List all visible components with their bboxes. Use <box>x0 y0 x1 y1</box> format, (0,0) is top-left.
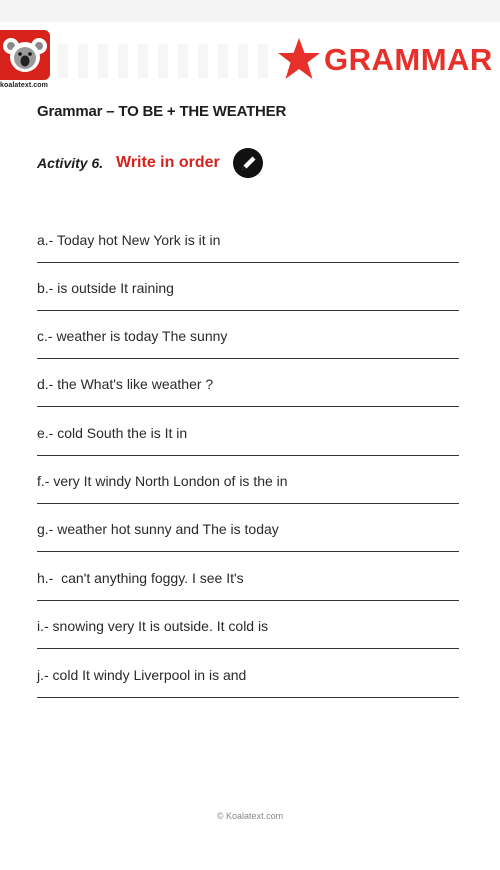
brand-title: GRAMMAR <box>324 42 493 77</box>
item-sentence: b.- is outside It raining <box>37 280 174 296</box>
exercise-item-b <box>37 280 467 296</box>
answer-line[interactable] <box>37 503 459 504</box>
item-sentence: d.- the What's like weather ? <box>37 376 214 392</box>
answer-line[interactable] <box>37 310 459 311</box>
copyright-footer: © Koalatext.com <box>216 811 284 821</box>
item-sentence: i.- snowing very It is outside. It cold is <box>37 618 269 634</box>
header-decoration <box>58 44 268 78</box>
exercise-item-h <box>37 570 467 586</box>
worksheet-title: Grammar – TO BE + THE WEATHER <box>37 103 287 120</box>
exercise-item-c <box>37 328 467 344</box>
exercise-item-e <box>37 425 467 441</box>
koala-logo <box>0 30 50 80</box>
logo-url: koalatext.com <box>0 82 48 89</box>
activity-label: Activity 6. <box>37 155 104 171</box>
pencil-icon <box>232 147 264 179</box>
exercise-item-a <box>37 232 467 248</box>
item-sentence: a.- Today hot New York is it in <box>37 232 221 248</box>
item-sentence: c.- weather is today The sunny <box>37 328 228 344</box>
star-icon <box>276 37 322 81</box>
answer-line[interactable] <box>37 455 459 456</box>
answer-line[interactable] <box>37 600 459 601</box>
exercise-item-f <box>37 473 467 489</box>
answer-line[interactable] <box>37 648 459 649</box>
exercise-item-i <box>37 618 467 634</box>
answer-line[interactable] <box>37 262 459 263</box>
item-sentence: g.- weather hot sunny and The is today <box>37 521 279 537</box>
exercise-item-j <box>37 667 467 683</box>
exercise-item-d <box>37 376 467 392</box>
item-sentence: j.- cold It windy Liverpool in is and <box>37 667 247 683</box>
answer-line[interactable] <box>37 551 459 552</box>
answer-line[interactable] <box>37 697 459 698</box>
exercise-item-g <box>37 521 467 537</box>
answer-line[interactable] <box>37 406 459 407</box>
activity-instruction: Write in order <box>116 154 220 171</box>
item-sentence: h.- can't anything foggy. I see It's <box>37 570 244 586</box>
item-sentence: e.- cold South the is It in <box>37 425 188 441</box>
item-sentence: f.- very It windy North London of is the in <box>37 473 288 489</box>
answer-line[interactable] <box>37 358 459 359</box>
koala-logo-icon <box>2 33 48 77</box>
